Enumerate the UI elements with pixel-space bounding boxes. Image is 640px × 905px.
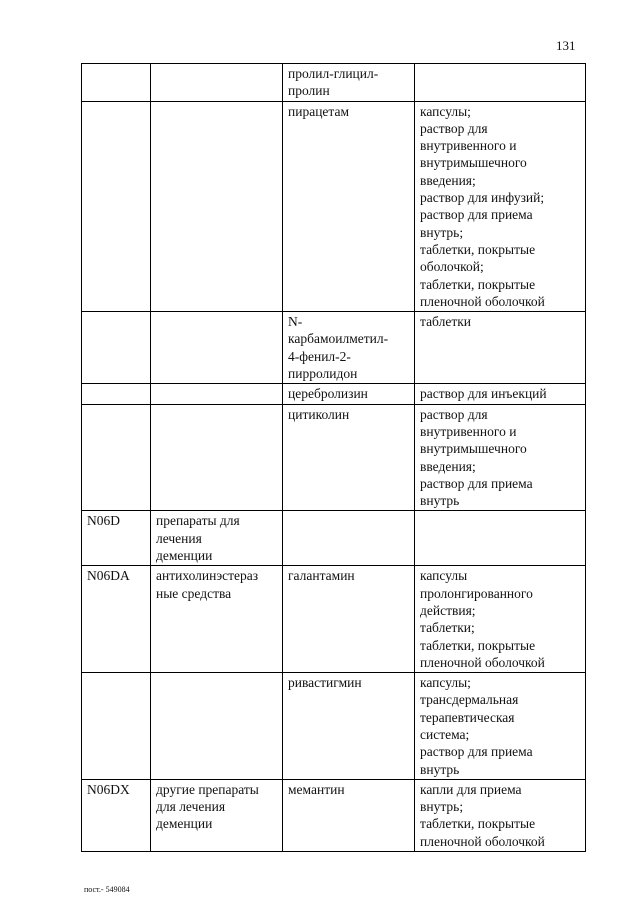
form-line: таблетки;: [420, 620, 475, 636]
drug-cell: [283, 779, 415, 851]
atc-code-cell: N06DA: [82, 566, 151, 673]
dosage-form-cell: [415, 673, 586, 780]
form-line: система;: [420, 726, 470, 742]
form-line: таблетки, покрытые: [420, 816, 536, 832]
drug-cell: [283, 404, 415, 511]
table-row: [82, 101, 586, 312]
drug-line: 4-фенил-2-: [288, 348, 351, 364]
table-row: [82, 312, 586, 384]
atc-code-cell: N06DX: [82, 779, 151, 851]
table-row: [82, 404, 586, 511]
atc-code-cell: N06D: [82, 511, 151, 566]
form-line: действия;: [420, 602, 476, 618]
group-line: другие препараты: [156, 781, 259, 797]
form-line: внутривенного и: [420, 138, 517, 154]
form-line: пленочной оболочкой: [420, 654, 545, 670]
drug-cell: [283, 64, 415, 102]
table-row: [82, 566, 586, 673]
table-row: [82, 673, 586, 780]
drug-line: N-: [288, 314, 303, 330]
form-line: введения;: [420, 172, 476, 188]
drug-cell: [283, 101, 415, 312]
dosage-form-cell: [415, 779, 586, 851]
form-line: раствор для: [420, 120, 488, 136]
form-line: внутримышечного: [420, 155, 527, 171]
drug-cell: [283, 384, 415, 404]
drug-line: пролин: [288, 83, 330, 99]
atc-code-cell: [82, 64, 151, 102]
drug-line: галантамин: [288, 568, 355, 584]
form-line: раствор для инъекций: [420, 386, 547, 402]
form-line: оболочкой;: [420, 259, 484, 275]
form-line: введения;: [420, 458, 476, 474]
group-line: антихолинэстераз: [156, 568, 259, 584]
dosage-form-cell: [415, 312, 586, 384]
group-line: деменции: [156, 548, 213, 564]
group-line: препараты для: [156, 513, 240, 529]
table-row: [82, 64, 586, 102]
group-cell: [151, 511, 283, 566]
group-cell: [151, 404, 283, 511]
form-line: раствор для приема: [420, 207, 533, 223]
form-line: раствор для приема: [420, 744, 533, 760]
drug-line: пирацетам: [288, 103, 350, 119]
form-line: капли для приема: [420, 781, 522, 797]
form-line: капсулы;: [420, 675, 471, 691]
drug-cell: [283, 312, 415, 384]
group-cell: [151, 566, 283, 673]
atc-code-cell: [82, 384, 151, 404]
atc-code-cell: [82, 312, 151, 384]
form-line: терапевтическая: [420, 709, 515, 725]
drug-line: пирролидон: [288, 366, 358, 382]
drug-cell: [283, 673, 415, 780]
drug-line: ривастигмин: [288, 675, 362, 691]
dosage-form-cell: [415, 566, 586, 673]
group-line: ные средства: [156, 585, 232, 601]
form-line: раствор для: [420, 406, 488, 422]
form-line: пленочной оболочкой: [420, 833, 545, 849]
drug-cell: [283, 511, 415, 566]
form-line: внутрь: [420, 493, 460, 509]
form-line: внутримышечного: [420, 441, 527, 457]
drug-line: мемантин: [288, 781, 345, 797]
dosage-form-cell: [415, 64, 586, 102]
form-line: внутривенного и: [420, 423, 517, 439]
group-cell: [151, 101, 283, 312]
footer-note: пост.- 549084: [84, 885, 130, 894]
group-cell: [151, 312, 283, 384]
atc-code-cell: [82, 673, 151, 780]
group-line: лечения: [156, 530, 202, 546]
form-line: таблетки, покрытые: [420, 276, 536, 292]
form-line: таблетки, покрытые: [420, 637, 536, 653]
table-row: [82, 779, 586, 851]
atc-code-cell: [82, 404, 151, 511]
atc-code-cell: [82, 101, 151, 312]
table-row: [82, 511, 586, 566]
dosage-form-cell: [415, 101, 586, 312]
group-line: деменции: [156, 816, 213, 832]
group-cell: [151, 779, 283, 851]
form-line: пролонгированного: [420, 585, 533, 601]
form-line: внутрь: [420, 761, 460, 777]
dosage-form-cell: [415, 511, 586, 566]
form-line: таблетки, покрытые: [420, 241, 536, 257]
form-line: внутрь;: [420, 224, 464, 240]
form-line: пленочной оболочкой: [420, 293, 545, 309]
form-line: раствор для приема: [420, 475, 533, 491]
form-line: раствор для инфузий;: [420, 190, 545, 206]
dosage-form-cell: [415, 404, 586, 511]
page-number: 131: [556, 38, 576, 53]
form-line: внутрь;: [420, 799, 464, 815]
drug-cell: [283, 566, 415, 673]
drug-line: пролил-глицил-: [288, 66, 379, 81]
group-line: для лечения: [156, 799, 226, 815]
drug-line: карбамоилметил-: [288, 331, 389, 347]
form-line: капсулы: [420, 568, 468, 584]
form-line: таблетки: [420, 314, 472, 330]
dosage-form-cell: [415, 384, 586, 404]
group-cell: [151, 673, 283, 780]
drug-line: церебролизин: [288, 386, 368, 402]
drug-line: цитиколин: [288, 406, 350, 422]
table-body: [82, 64, 586, 852]
group-cell: [151, 64, 283, 102]
form-line: трансдермальная: [420, 692, 519, 708]
group-cell: [151, 384, 283, 404]
drug-table: [81, 63, 586, 852]
form-line: капсулы;: [420, 103, 471, 119]
table-row: [82, 384, 586, 404]
